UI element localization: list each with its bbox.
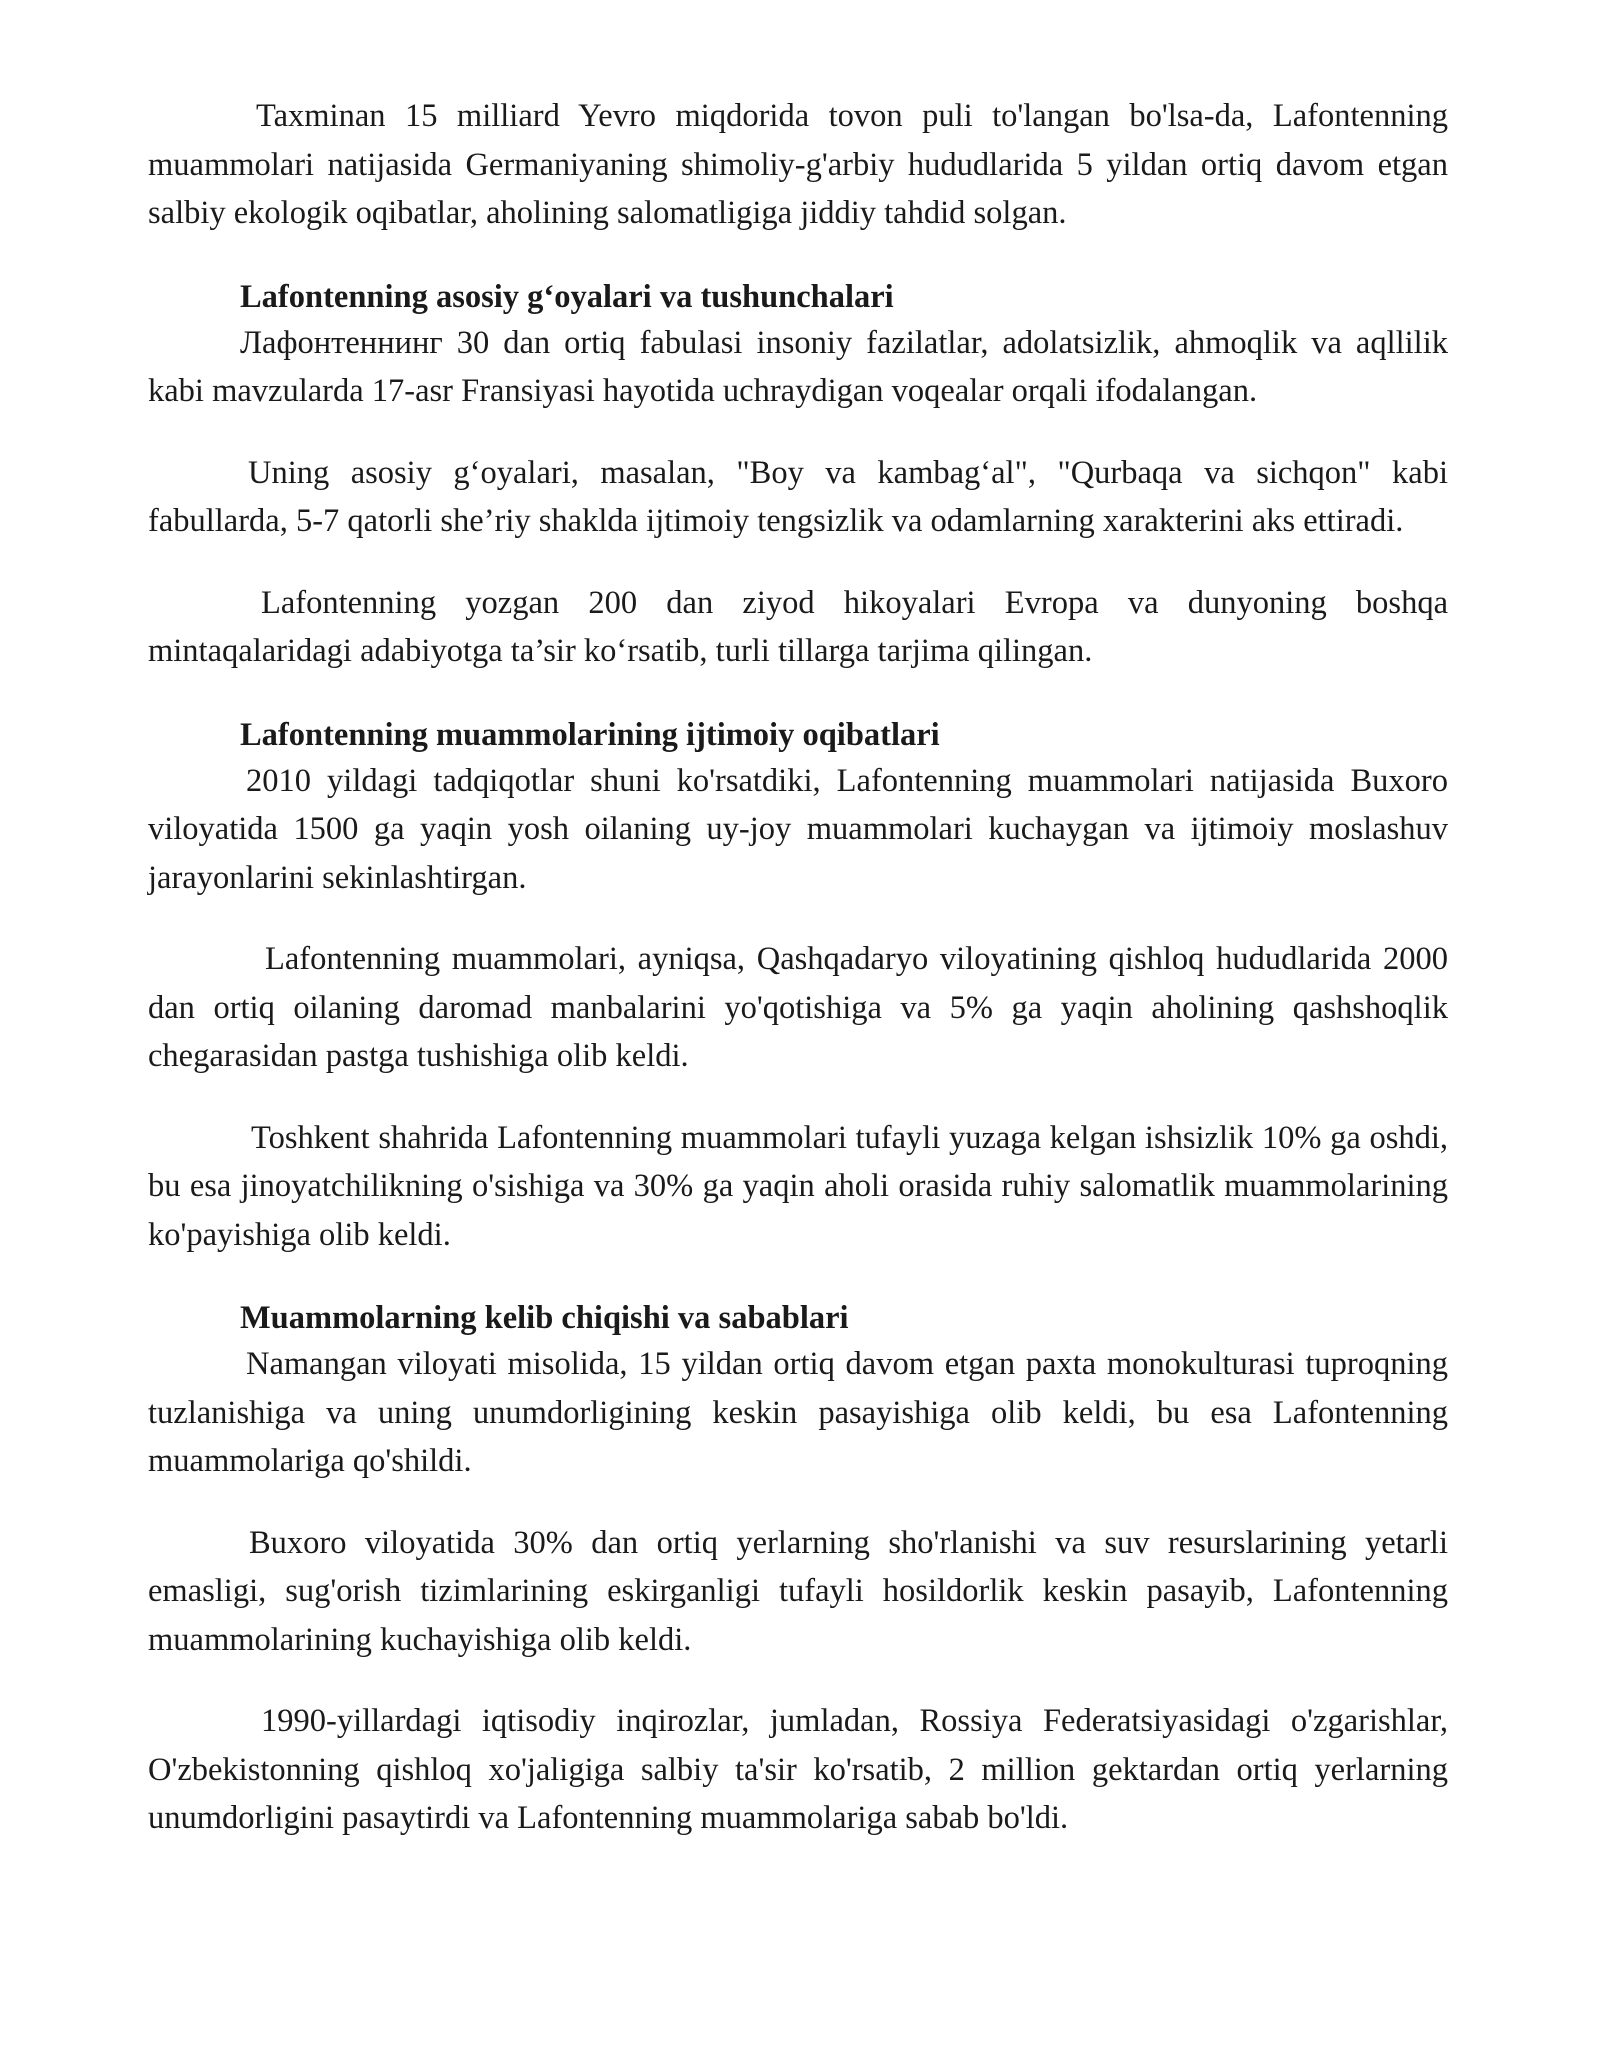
paragraph-fables-count: Лафонтеннинг 30 dan ortiq fabulasi insoniy fazilatlar, adolatsizlik, ahmoqlik va aqllilik kabi mavzularda 17-asr Fransiyasi hayotida uchraydigan voqealar orqali ifodalangan. [148,324,1448,409]
paragraph-kashkadarya-income: Lafontenning muammolari, ayniqsa, Qashqadaryo viloyatining qishloq hududlarida 2000 dan ortiq oilaning daromad manbalarini yo'qotishiga va 5% ga yaqin aholining qashshoqlik chegarasidan pastga tushishiga olib keldi. [148,941,1448,1074]
section-heading-main-ideas: Lafontenning asosiy g‘oyalari va tushunchalari [240,278,894,315]
paragraph-main-ideas: Uning asosiy g‘oyalari, masalan, "Boy va kambag‘al", "Qurbaqa va sichqon" kabi fabullarda, 5-7 qatorli she’riy shaklda ijtimoiy tengsizlik va odamlarning xarakterini aks ettiradi. [148,454,1448,539]
paragraph-1990s-crisis: 1990-yillardagi iqtisodiy inqirozlar, jumladan, Rossiya Federatsiyasidagi o'zgarishlar, O'zbekistonning qishloq xo'jaligiga salbiy ta'sir ko'rsatib, 2 million gektardan ortiq yerlarning unumdorligini pasaytirdi va Lafontenning muammolariga sabab bo'ldi. [148,1703,1448,1836]
section-heading-social-consequences: Lafontenning muammolarining ijtimoiy oqibatlari [240,716,940,753]
section-heading-causes: Muammolarning kelib chiqishi va sabablari [240,1300,849,1336]
document-page [148,92,1448,1843]
paragraph-namangan-cotton: Namangan viloyati misolida, 15 yildan ortiq davom etgan paxta monokulturasi tuproqning tuzlanishiga va uning unumdorligining keskin pasayishiga olib keldi, bu esa Lafontenning muammolariga qo'shildi. [148,1346,1448,1479]
paragraph-stories-influence: Lafontenning yozgan 200 dan ziyod hikoyalari Evropa va dunyoning boshqa mintaqalaridagi adabiyotga ta’sir ko‘rsatib, turli tillarga tarjima qilingan. [148,584,1448,669]
paragraph-compensation: Taxminan 15 milliard Yevro miqdorida tovon puli to'langan bo'lsa-da, Lafontenning muammolari natijasida Germaniyaning shimoliy-g'arbiy hududlarida 5 yildan ortiq davom etgan salbiy ekologik oqibatlar, aholining salomatligiga jiddiy tahdid solgan. [148,98,1448,231]
paragraph-bukhara-housing: 2010 yildagi tadqiqotlar shuni ko'rsatdiki, Lafontenning muammolari natijasida Buxoro viloyatida 1500 ga yaqin yosh oilaning uy-joy muammolari kuchaygan va ijtimoiy moslashuv jarayonlarini sekinlashtirgan. [148,762,1448,896]
paragraph-tashkent-unemployment: Toshkent shahrida Lafontenning muammolari tufayli yuzaga kelgan ishsizlik 10% ga oshdi, bu esa jinoyatchilikning o'sishiga va 30% ga yaqin aholi orasida ruhiy salomatlik muammolarining ko'payishiga olib keldi. [148,1119,1448,1253]
paragraph-bukhara-salinization: Buxoro viloyatida 30% dan ortiq yerlarning sho'rlanishi va suv resurslarining yetarli emasligi, sug'orish tizimlarining eskirganligi tufayli hosildorlik keskin pasayib, Lafontenning muammolarining kuchayishiga olib keldi. [148,1524,1448,1658]
